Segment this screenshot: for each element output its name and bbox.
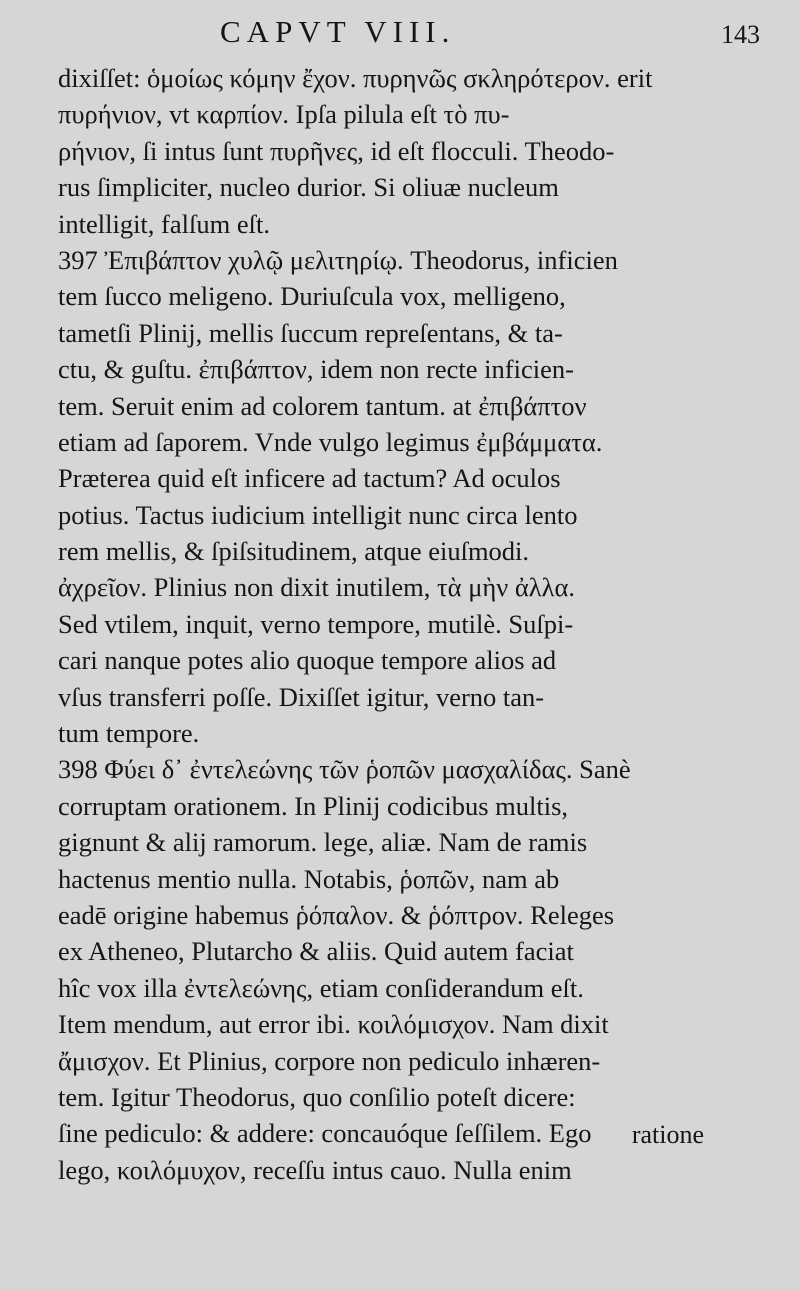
text-line: Item mendum, aut error ibi. κοιλόμισχον. Nam dixit xyxy=(58,1009,609,1040)
text-line: vſus transferri poſſe. Dixiſſet igitur, verno tan- xyxy=(58,681,545,712)
text-line: tem. Seruit enim ad colorem tantum. at ἐπιβάπτον xyxy=(58,390,587,421)
text-line: ctu, & guſtu. ἐπιβάπτον, idem non recte inficien- xyxy=(58,354,574,385)
text-line: gignunt & alij ramorum. lege, aliæ. Nam de ramis xyxy=(58,827,588,858)
body-text xyxy=(58,60,713,1188)
text-line: corruptam orationem. In Plinij codicibus multis, xyxy=(58,790,569,821)
running-title: CAPVT VIII. xyxy=(220,14,456,49)
text-line: etiam ad ſaporem. Vnde vulgo legimus ἐμβάμματα. xyxy=(58,426,603,457)
text-line: tametſi Plinij, mellis ſuccum repreſentans, & ta- xyxy=(58,317,563,348)
text-line: hactenus mentio nulla. Notabis, ῥοπῶν, nam ab xyxy=(58,863,560,894)
text-line: rus ſimpliciter, nucleo durior. Si oliuæ nucleum xyxy=(58,172,559,203)
text-line: ρήνιον, ſi intus ſunt πυρῆνες, id eſt flocculi. Theodo- xyxy=(58,135,615,166)
text-line: Sed vtilem, inquit, verno tempore, mutilè. Suſpi- xyxy=(58,608,574,639)
text-line: ἄμισχον. Et Plinius, corpore non pediculo inhæren- xyxy=(58,1045,601,1076)
text-line: tum tempore. xyxy=(58,718,200,749)
text-line: ἀχρεῖον. Plinius non dixit inutilem, τὰ μὴν ἀλλα. xyxy=(58,572,575,603)
catchword: ratione xyxy=(631,1120,704,1149)
text-line: 398 Φύει δ᾽ ἐντελεώνης τῶν ῥοπῶν μασχαλίδας. Sanè xyxy=(58,754,631,785)
text-line: intelligit, falſum eſt. xyxy=(58,208,270,239)
text-line: cari nanque potes alio quoque tempore alios ad xyxy=(58,645,557,676)
text-line: eadē origine habemus ῥόπαλον. & ῥόπτρον. Releges xyxy=(58,899,615,930)
page-number: 143 xyxy=(721,20,760,49)
text-line: Præterea quid eſt inficere ad tactum? Ad oculos xyxy=(58,463,561,494)
text-line: πυρήνιον, vt καρπίον. Ipſa pilula eſt τὸ πυ- xyxy=(58,99,510,130)
text-line: dixiſſet: ὁμοίως κόμην ἔχον. πυρηνῶς σκληρότερον. erit xyxy=(58,63,653,93)
text-line: tem. Igitur Theodorus, quo conſilio poteſt dicere: xyxy=(58,1081,576,1112)
text-line: tem ſucco meligeno. Duriuſcula vox, melligeno, xyxy=(58,281,566,312)
text-line: lego, κοιλόμυχον, receſſu intus cauo. Nulla enim xyxy=(58,1154,572,1185)
text-line: hîc vox illa ἐντελεώνης, etiam conſiderandum eſt. xyxy=(58,972,584,1003)
page-header xyxy=(60,14,760,58)
text-line: ex Atheneo, Plutarcho & aliis. Quid autem faciat xyxy=(58,936,574,967)
text-line: potius. Tactus iudicium intelligit nunc circa lento xyxy=(58,499,578,530)
text-line: ſine pediculo: & addere: concauóque ſeſſilem. Ego xyxy=(58,1118,592,1149)
text-line: 397 Ἐπιβάπτον χυλῷ μελιτηρίῳ. Theodorus, inficien xyxy=(58,244,618,275)
text-line: rem mellis, & ſpiſsitudinem, atque eiuſmodi. xyxy=(58,536,530,567)
